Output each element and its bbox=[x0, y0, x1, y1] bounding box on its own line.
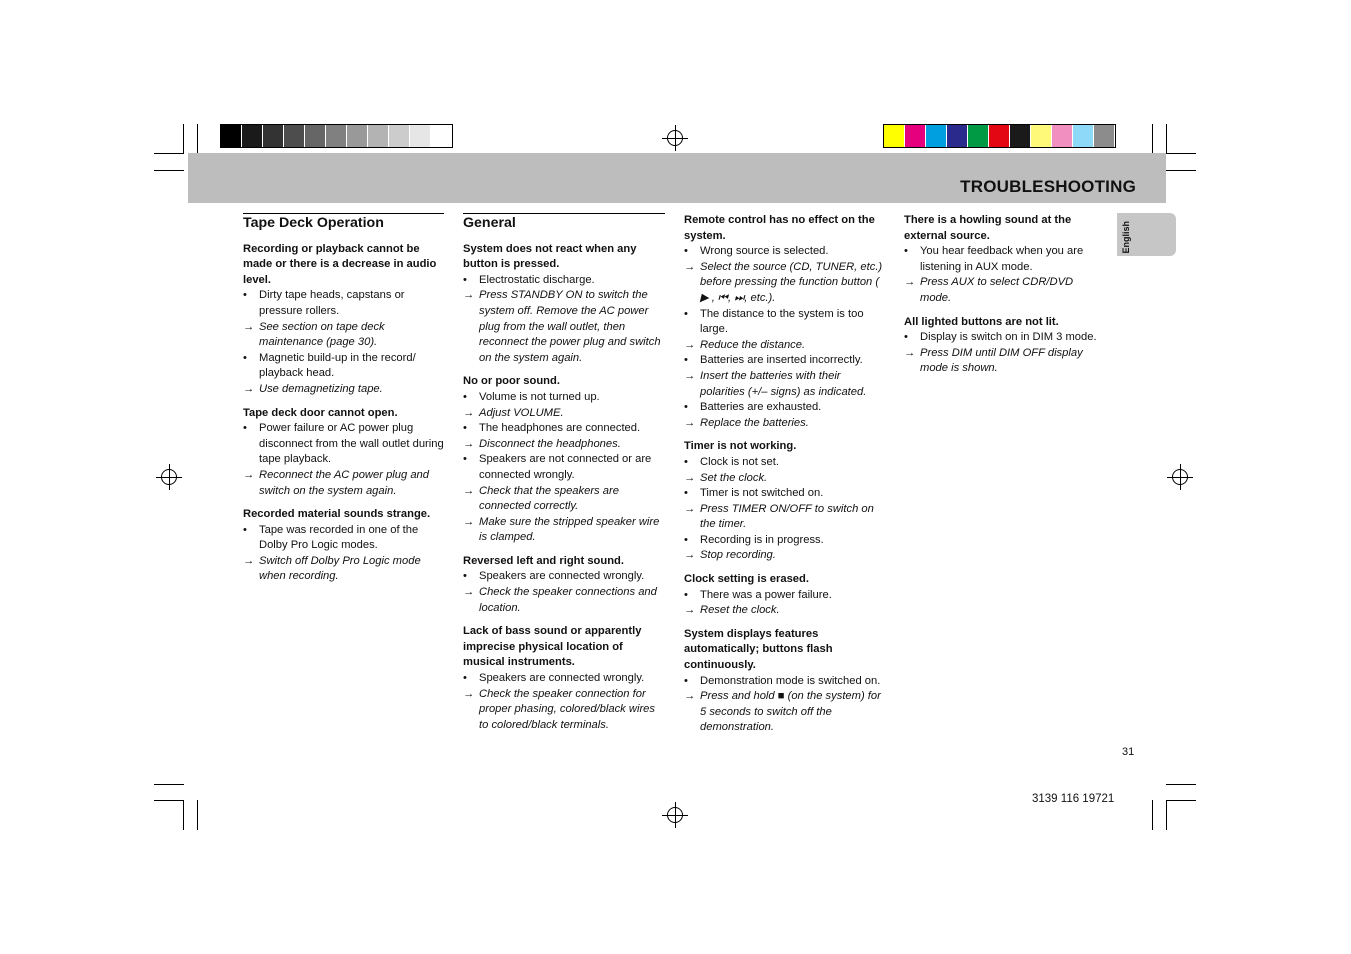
document-code: 3139 116 19721 bbox=[1032, 793, 1115, 805]
bullet-icon: • bbox=[684, 455, 688, 468]
arrow-icon: → bbox=[243, 320, 255, 333]
solution-item bbox=[684, 502, 886, 533]
column-tape-deck bbox=[243, 213, 444, 593]
item-text: Volume is not turned up. bbox=[479, 390, 600, 403]
bullet-icon: • bbox=[684, 245, 688, 258]
item-text: Electrostatic discharge. bbox=[479, 273, 595, 286]
bullet-icon: • bbox=[684, 487, 688, 500]
arrow-icon: → bbox=[684, 604, 696, 617]
cause-item bbox=[684, 533, 886, 549]
crop-mark bbox=[1166, 124, 1167, 154]
solution-item bbox=[684, 338, 886, 354]
item-text: There was a power failure. bbox=[700, 588, 832, 601]
item-text: Replace the batteries. bbox=[700, 416, 809, 429]
arrow-icon: → bbox=[684, 502, 696, 515]
color-swatch bbox=[947, 125, 968, 147]
bullet-icon: • bbox=[904, 245, 908, 258]
problem-block bbox=[243, 406, 444, 500]
item-text: The distance to the system is too large. bbox=[700, 307, 864, 336]
solution-item bbox=[684, 369, 886, 400]
item-text: Check that the speakers are connected correctly. bbox=[479, 484, 619, 513]
solution-item bbox=[243, 554, 444, 585]
solution-item bbox=[684, 548, 886, 564]
bullet-icon: • bbox=[243, 523, 247, 536]
registration-mark-icon bbox=[161, 469, 177, 485]
arrow-icon: → bbox=[463, 687, 475, 700]
cause-item bbox=[684, 353, 886, 369]
color-swatch bbox=[263, 125, 284, 147]
cause-item bbox=[463, 452, 665, 483]
crop-mark bbox=[1152, 800, 1153, 830]
header-band bbox=[188, 153, 1166, 203]
color-swatch bbox=[389, 125, 410, 147]
bullet-icon: • bbox=[463, 273, 467, 286]
item-text: Magnetic build-up in the record/ playback head. bbox=[259, 351, 416, 380]
bullet-icon: • bbox=[684, 307, 688, 320]
problem-title: Timer is not working. bbox=[684, 440, 797, 453]
cause-item bbox=[243, 288, 444, 319]
bullet-icon: • bbox=[684, 588, 688, 601]
color-swatch bbox=[305, 125, 326, 147]
column-external-source bbox=[904, 213, 1106, 385]
arrow-icon: → bbox=[243, 382, 255, 395]
problem-block bbox=[904, 315, 1106, 377]
bullet-icon: • bbox=[243, 422, 247, 435]
arrow-icon: → bbox=[684, 260, 696, 273]
solution-item bbox=[684, 603, 886, 619]
arrow-icon: → bbox=[463, 586, 475, 599]
bullet-icon: • bbox=[904, 331, 908, 344]
problem-block bbox=[243, 507, 444, 585]
bullet-icon: • bbox=[684, 533, 688, 546]
item-text: Press STANDBY ON to switch the system off. Remove the AC power plug from the wall outlet, then reconnect the power plug and switch on the system again. bbox=[479, 289, 661, 364]
solution-item bbox=[243, 320, 444, 351]
item-text: Speakers are connected wrongly. bbox=[479, 672, 645, 685]
solution-item bbox=[684, 416, 886, 432]
problem-title: No or poor sound. bbox=[463, 375, 560, 388]
registration-mark-icon bbox=[667, 807, 683, 823]
arrow-icon: → bbox=[684, 471, 696, 484]
item-text: See section on tape deck maintenance (page 30). bbox=[259, 320, 385, 349]
problem-title: Tape deck door cannot open. bbox=[243, 406, 398, 419]
cause-item bbox=[463, 671, 665, 687]
solution-item bbox=[463, 484, 665, 515]
item-text: Press DIM until DIM OFF display mode is shown. bbox=[920, 346, 1083, 375]
bullet-icon: • bbox=[243, 289, 247, 302]
crop-mark bbox=[154, 800, 184, 801]
solution-item bbox=[463, 515, 665, 546]
registration-mark-icon bbox=[1172, 469, 1188, 485]
cause-item bbox=[463, 421, 665, 437]
crop-mark bbox=[154, 153, 184, 154]
cause-item bbox=[684, 674, 886, 690]
color-swatch bbox=[1031, 125, 1052, 147]
bullet-icon: • bbox=[684, 674, 688, 687]
cause-item bbox=[684, 588, 886, 604]
cause-item bbox=[463, 390, 665, 406]
item-text: Batteries are inserted incorrectly. bbox=[700, 354, 863, 367]
arrow-icon: → bbox=[463, 484, 475, 497]
color-swatch bbox=[1073, 125, 1094, 147]
solution-item bbox=[463, 437, 665, 453]
problem-block bbox=[463, 624, 665, 733]
arrow-icon: → bbox=[243, 468, 255, 481]
solution-item bbox=[463, 585, 665, 616]
column-general bbox=[463, 213, 665, 741]
crop-mark bbox=[1166, 800, 1196, 801]
cause-item bbox=[904, 330, 1106, 346]
cause-item bbox=[243, 421, 444, 468]
crop-mark bbox=[183, 124, 184, 154]
color-swatch bbox=[326, 125, 347, 147]
problem-title: Reversed left and right sound. bbox=[463, 554, 625, 567]
arrow-icon: → bbox=[684, 338, 696, 351]
crop-mark bbox=[1166, 170, 1196, 171]
cause-item bbox=[684, 486, 886, 502]
column-remote-timer bbox=[684, 213, 886, 744]
bullet-icon: • bbox=[684, 354, 688, 367]
problem-title: There is a howling sound at the external source. bbox=[904, 214, 1072, 242]
problem-title: Recorded material sounds strange. bbox=[243, 508, 431, 521]
arrow-icon: → bbox=[463, 515, 475, 528]
solution-item bbox=[684, 260, 886, 307]
solution-item bbox=[463, 288, 665, 366]
item-text: The headphones are connected. bbox=[479, 422, 641, 435]
bullet-icon: • bbox=[463, 672, 467, 685]
color-swatch bbox=[284, 125, 305, 147]
solution-item bbox=[243, 382, 444, 398]
problem-block bbox=[243, 242, 444, 398]
item-text: Reduce the distance. bbox=[700, 338, 806, 351]
crop-mark bbox=[197, 800, 198, 830]
color-swatch bbox=[431, 125, 452, 147]
problem-title: All lighted buttons are not lit. bbox=[904, 315, 1059, 328]
problem-block bbox=[904, 213, 1106, 307]
item-text: Wrong source is selected. bbox=[700, 245, 829, 258]
solution-item bbox=[463, 406, 665, 422]
color-swatch bbox=[989, 125, 1010, 147]
item-text: Adjust VOLUME. bbox=[479, 406, 564, 419]
arrow-icon: → bbox=[684, 416, 696, 429]
arrow-icon: → bbox=[243, 554, 255, 567]
item-text: Switch off Dolby Pro Logic mode when recording. bbox=[259, 554, 421, 583]
item-text: Dirty tape heads, capstans or pressure rollers. bbox=[259, 289, 405, 317]
arrow-icon: → bbox=[904, 276, 916, 289]
crop-mark bbox=[1166, 800, 1167, 830]
problem-title: Remote control has no effect on the system. bbox=[684, 214, 875, 242]
crop-mark bbox=[183, 800, 184, 830]
item-text: Insert the batteries with their polarities (+/– signs) as indicated. bbox=[700, 369, 867, 398]
registration-mark-icon bbox=[667, 130, 683, 146]
item-text: Speakers are not connected or are connected wrongly. bbox=[479, 453, 652, 481]
solution-item bbox=[243, 468, 444, 499]
cause-item bbox=[243, 351, 444, 382]
color-swatch bbox=[926, 125, 947, 147]
crop-mark bbox=[154, 784, 184, 785]
cause-item bbox=[684, 400, 886, 416]
cause-item bbox=[463, 569, 665, 585]
language-tab bbox=[1117, 213, 1176, 256]
item-text: Check the speaker connections and location. bbox=[479, 586, 657, 614]
item-text: Check the speaker connection for proper phasing, colored/black wires to colored/black terminals. bbox=[479, 687, 655, 731]
language-tab-label: English bbox=[1121, 221, 1131, 254]
bullet-icon: • bbox=[463, 422, 467, 435]
item-text: Make sure the stripped speaker wire is clamped. bbox=[479, 515, 660, 544]
item-text: Demonstration mode is switched on. bbox=[700, 674, 881, 687]
item-text: You hear feedback when you are listening in AUX mode. bbox=[920, 245, 1084, 273]
solution-item bbox=[463, 687, 665, 734]
cause-item bbox=[684, 455, 886, 471]
color-swatch bbox=[884, 125, 905, 147]
item-text: Clock is not set. bbox=[700, 455, 779, 468]
arrow-icon: → bbox=[463, 289, 475, 302]
color-calibration-bar bbox=[883, 124, 1116, 148]
item-text: Press AUX to select CDR/DVD mode. bbox=[920, 276, 1074, 304]
item-text: Use demagnetizing tape. bbox=[259, 382, 383, 395]
arrow-icon: → bbox=[904, 346, 916, 359]
page-number: 31 bbox=[1122, 746, 1135, 758]
crop-mark bbox=[154, 170, 184, 171]
arrow-icon: → bbox=[684, 690, 696, 703]
color-swatch bbox=[905, 125, 926, 147]
item-text: Press TIMER ON/OFF to switch on the timer. bbox=[700, 502, 874, 531]
item-text: Press and hold ■ (on the system) for 5 seconds to switch off the demonstration. bbox=[700, 690, 881, 734]
problem-block bbox=[684, 213, 886, 431]
problem-block bbox=[463, 554, 665, 616]
color-swatch bbox=[242, 125, 263, 147]
cause-item bbox=[904, 244, 1106, 275]
page-title: TROUBLESHOOTING bbox=[960, 177, 1136, 196]
problem-block bbox=[684, 627, 886, 736]
color-swatch bbox=[1094, 125, 1115, 147]
bullet-icon: • bbox=[684, 401, 688, 414]
problem-title: Recording or playback cannot be made or there is a decrease in audio level. bbox=[243, 242, 437, 286]
item-text: Speakers are connected wrongly. bbox=[479, 570, 645, 583]
solution-item bbox=[684, 471, 886, 487]
problem-title: Lack of bass sound or apparently imprecise physical location of musical instruments. bbox=[463, 625, 642, 669]
crop-mark bbox=[197, 124, 198, 154]
problem-title: Clock setting is erased. bbox=[684, 573, 809, 586]
bullet-icon: • bbox=[463, 570, 467, 583]
problem-block bbox=[684, 439, 886, 564]
color-swatch bbox=[1052, 125, 1073, 147]
bullet-icon: • bbox=[243, 351, 247, 364]
item-text: Power failure or AC power plug disconnect from the wall outlet during tape playback. bbox=[259, 422, 444, 466]
color-swatch bbox=[368, 125, 389, 147]
solution-item bbox=[684, 689, 886, 736]
item-text: Batteries are exhausted. bbox=[700, 401, 822, 414]
item-text: Reset the clock. bbox=[700, 604, 780, 617]
cause-item bbox=[684, 244, 886, 260]
problem-title: System displays features automatically; buttons flash continuously. bbox=[684, 627, 833, 672]
problem-block bbox=[463, 374, 665, 546]
item-text: Reconnect the AC power plug and switch on the system again. bbox=[259, 468, 429, 497]
color-swatch bbox=[221, 125, 242, 147]
item-text: Set the clock. bbox=[700, 471, 768, 484]
section-heading: Tape Deck Operation bbox=[243, 213, 444, 232]
grayscale-calibration-bar bbox=[220, 124, 453, 148]
bullet-icon: • bbox=[463, 453, 467, 466]
item-text: Disconnect the headphones. bbox=[479, 437, 621, 450]
item-text: Display is switch on in DIM 3 mode. bbox=[920, 331, 1097, 344]
arrow-icon: → bbox=[684, 369, 696, 382]
crop-mark bbox=[1166, 153, 1196, 154]
item-text: Recording is in progress. bbox=[700, 533, 824, 546]
item-text: Select the source (CD, TUNER, etc.) before pressing the function button ( ▶ , ⏮, ⏭, etc.). bbox=[700, 260, 883, 304]
color-swatch bbox=[968, 125, 989, 147]
cause-item bbox=[243, 523, 444, 554]
problem-block bbox=[463, 242, 665, 367]
crop-mark bbox=[1152, 124, 1153, 154]
cause-item bbox=[684, 307, 886, 338]
arrow-icon: → bbox=[463, 406, 475, 419]
arrow-icon: → bbox=[463, 437, 475, 450]
solution-item bbox=[904, 346, 1106, 377]
solution-item bbox=[904, 275, 1106, 306]
color-swatch bbox=[410, 125, 431, 147]
problem-title: System does not react when any button is pressed. bbox=[463, 242, 637, 271]
item-text: Stop recording. bbox=[700, 549, 776, 562]
color-swatch bbox=[1010, 125, 1031, 147]
item-text: Timer is not switched on. bbox=[700, 487, 824, 500]
color-swatch bbox=[347, 125, 368, 147]
arrow-icon: → bbox=[684, 549, 696, 562]
problem-block bbox=[684, 572, 886, 619]
bullet-icon: • bbox=[463, 390, 467, 403]
section-heading: General bbox=[463, 213, 665, 232]
item-text: Tape was recorded in one of the Dolby Pro Logic modes. bbox=[259, 523, 419, 552]
cause-item bbox=[463, 273, 665, 289]
crop-mark bbox=[1166, 784, 1196, 785]
